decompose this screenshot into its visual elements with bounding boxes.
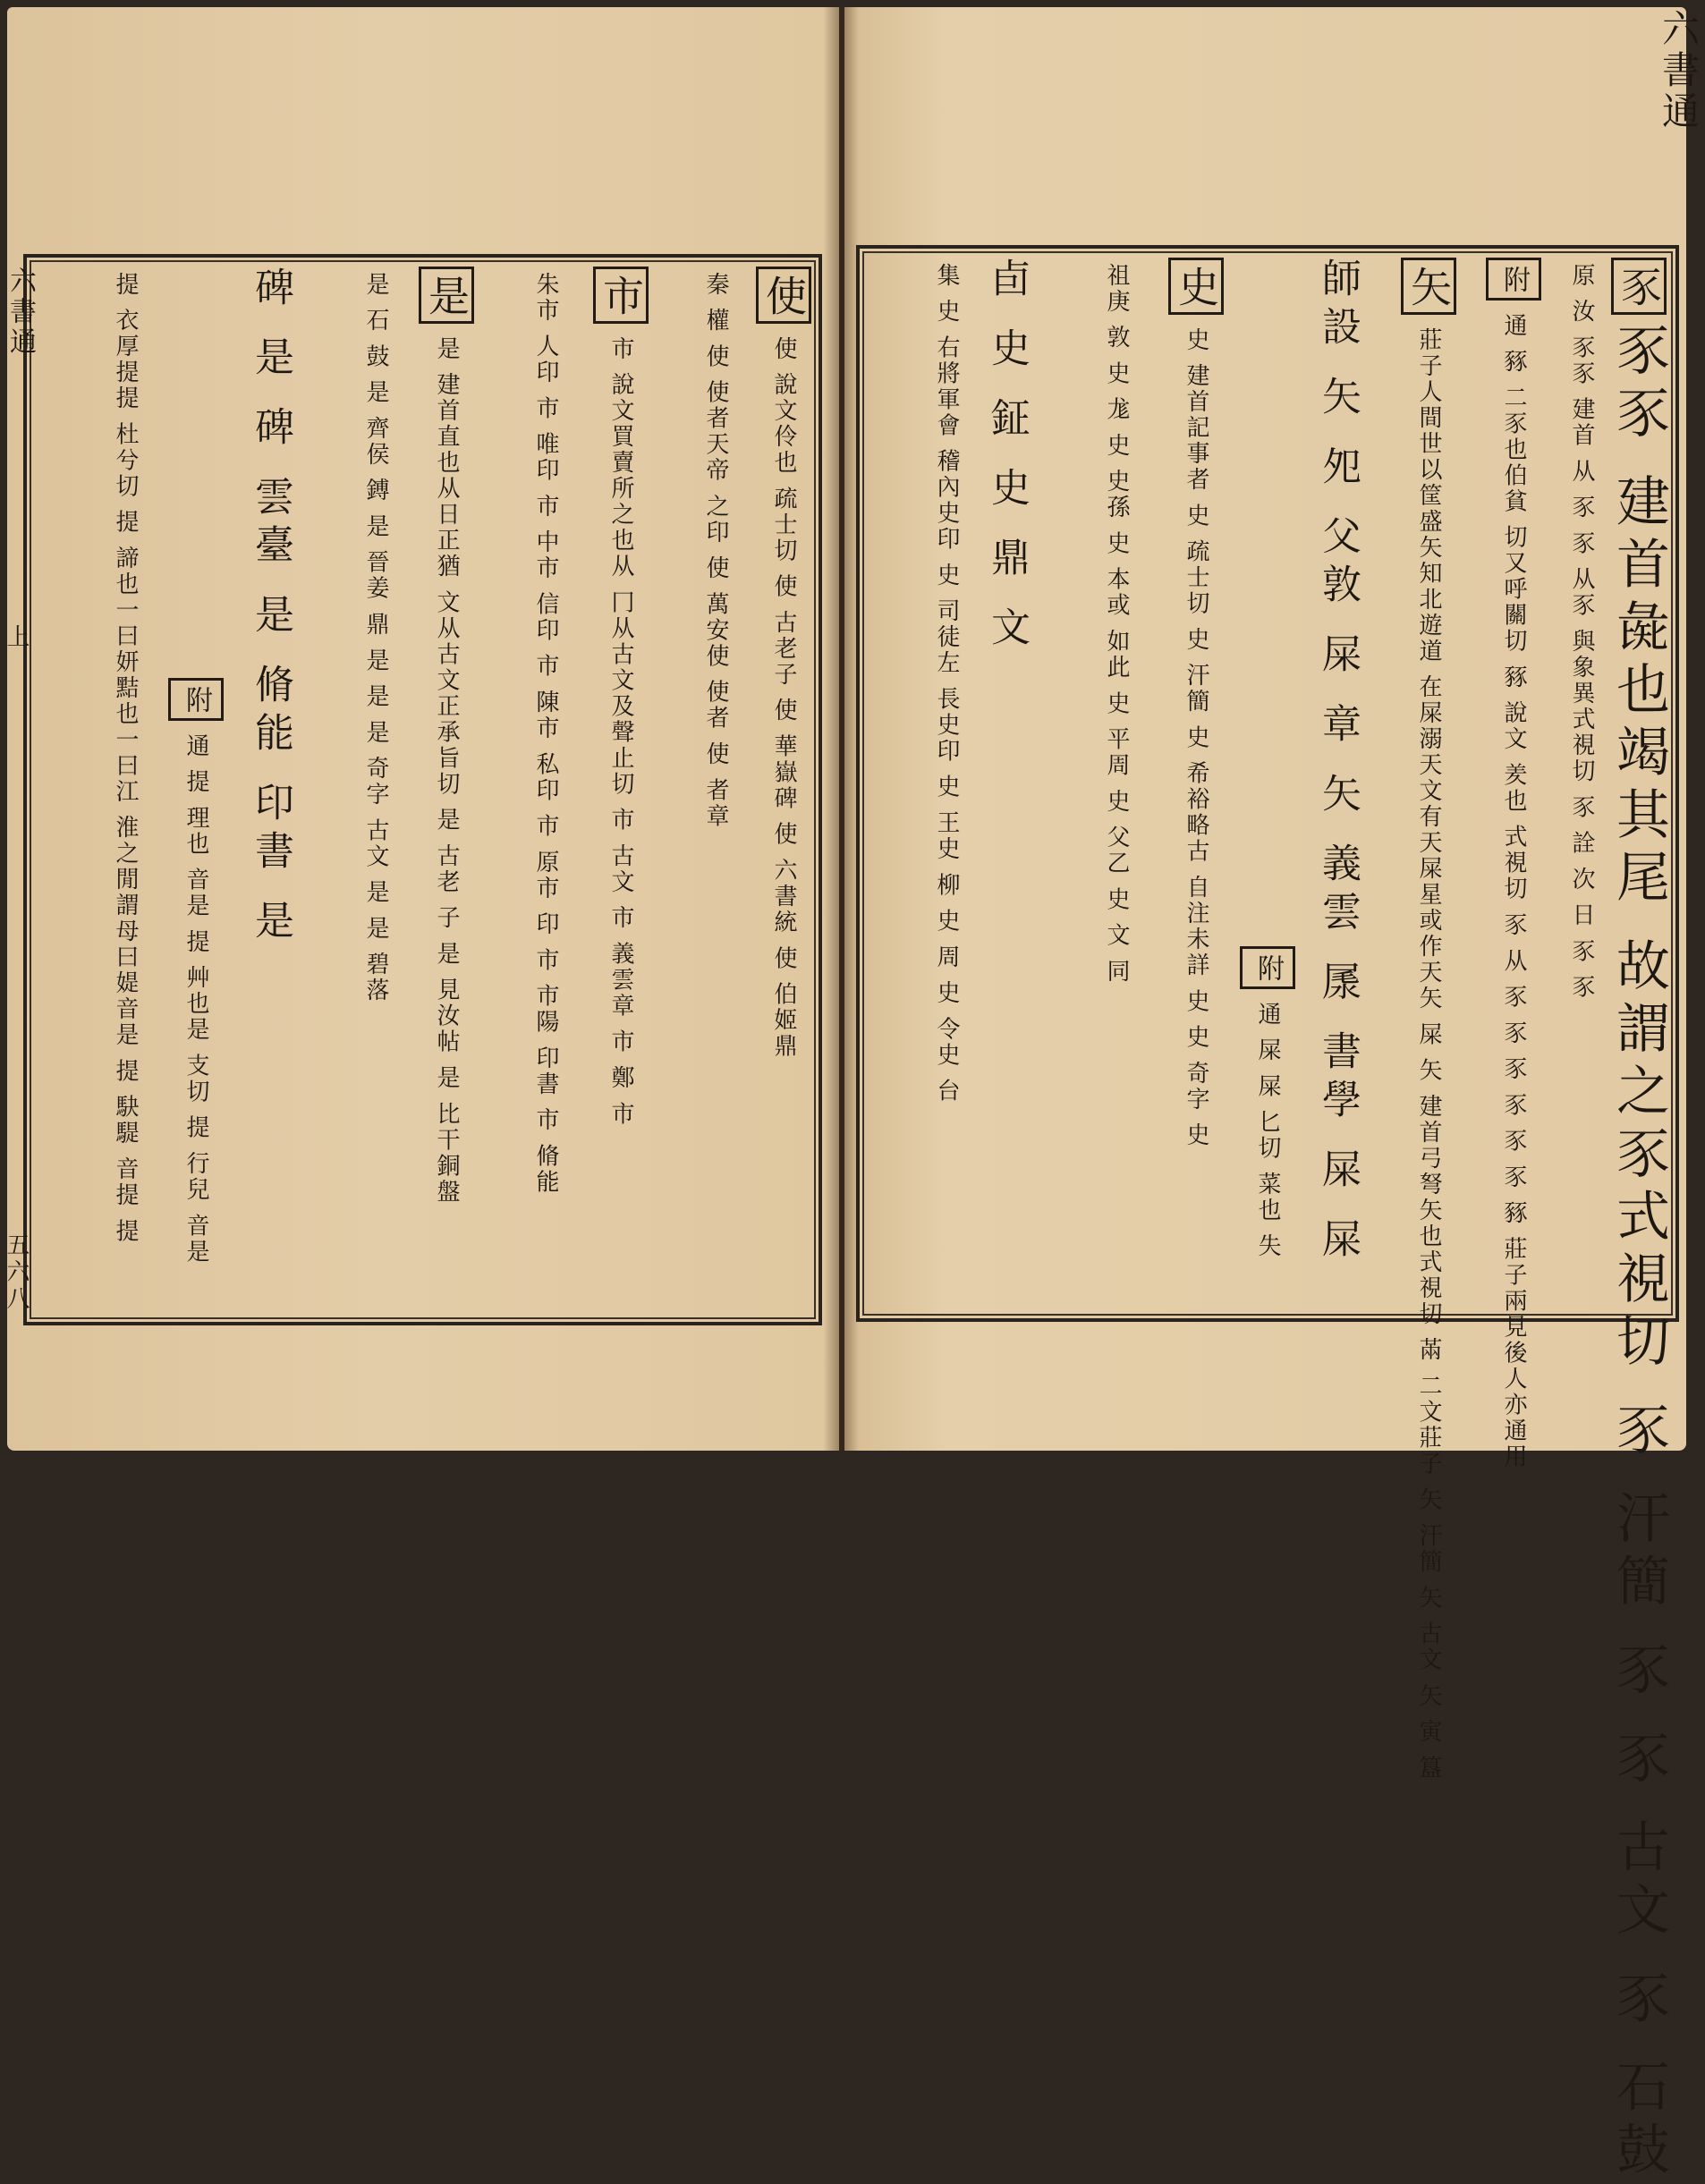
column-text: 莊子人間世以筐盛矢知北遊道 在屎溺天文有天屎星或作天矢 屎 矢 建首弓弩矢也式視切 㒼 二文莊子 矢 汗簡 矢 古文 矢 寅 簋 bbox=[1415, 327, 1442, 1782]
entry-heading: 是 bbox=[419, 267, 474, 324]
column-text: 秦 權 使 使者天帝 之印 使 萬安使 使者 使 者章 bbox=[702, 272, 729, 830]
right-column-5 bbox=[1308, 258, 1367, 1266]
right-text-frame bbox=[856, 245, 1679, 2184]
entry-heading: 使 bbox=[756, 267, 811, 324]
left-folio-number: 五六八 bbox=[3, 1232, 30, 1313]
entry-heading: 豕 bbox=[1611, 258, 1667, 315]
column-text: 是 建首直也从日正猶 文从古文正承旨切 是 古老 子 是 見汝帖 是 比干銅盤 bbox=[433, 336, 460, 1206]
column-text: 碑 是 碑 雲臺 是 脩能 印書 是 bbox=[248, 267, 293, 948]
left-column-5 bbox=[419, 267, 474, 1210]
entry-heading: 矢 bbox=[1401, 258, 1456, 315]
left-folio-volume: 上 bbox=[3, 624, 30, 651]
left-text-frame bbox=[3, 254, 822, 1325]
column-text: 通 豩 二豕也伯貧 切又呼關切 豩 說文 羑也 式視切 豕 从 豕 豕 豕 豕 豕 豕 豩 莊子兩見後人亦通用 bbox=[1500, 313, 1527, 1470]
column-text: 祖庚 敦 史 尨 史 史孫 史 本或 如此 史 平周 史 父乙 史 文 同 bbox=[1103, 263, 1130, 985]
right-column-3 bbox=[1486, 258, 1541, 1476]
right-column-10 bbox=[933, 258, 960, 1110]
left-column-9 bbox=[112, 267, 139, 1249]
left-column-1 bbox=[756, 267, 811, 1065]
column-text: 是 石 鼓 是 齊侯 鎛 是 晉姜 鼎 是 是 是 奇字 古文 是 是 碧落 bbox=[362, 272, 389, 1004]
column-text: 朱市 人印 市 唯印 市 中市 信印 市 陳市 私印 市 原市 印 市 市陽 印書 市 脩能 bbox=[532, 272, 559, 1196]
left-column-4 bbox=[532, 267, 559, 1201]
right-header-title: 六書通 bbox=[1657, 9, 1701, 132]
right-column-4 bbox=[1401, 258, 1456, 1786]
right-column-2 bbox=[1568, 258, 1595, 1006]
column-text: 使 說文伶也 疏士切 使 古老子 使 華嶽碑 使 六書統 使 伯姬鼎 bbox=[770, 336, 797, 1060]
column-text: 通 提 理也 音是 提 艸也是 支切 提 行兒 音是 bbox=[182, 733, 209, 1266]
left-column-8 bbox=[168, 678, 224, 1270]
column-text: 集 史 右將軍會 稽內史印 史 司徒左 長史印 史 王史 柳 史 周 史 令史 台 bbox=[933, 263, 960, 1105]
appendix-heading: 附 bbox=[1240, 946, 1295, 989]
left-column-3 bbox=[593, 267, 649, 1132]
column-text: 原 汝 豕豕 建首 从 豕 豕 从豕 與象異式視切 豕 詮 次 日 豕 豕 bbox=[1568, 263, 1595, 1001]
left-column-6 bbox=[362, 267, 389, 1009]
entry-heading: 市 bbox=[593, 267, 649, 324]
right-column-8 bbox=[1103, 258, 1130, 990]
entry-heading: 史 bbox=[1168, 258, 1224, 315]
left-folio-title: 六書通 bbox=[4, 267, 36, 358]
left-column-7 bbox=[241, 267, 300, 948]
appendix-heading: 附 bbox=[168, 678, 224, 721]
right-column-1 bbox=[1609, 258, 1668, 2184]
right-column-9 bbox=[977, 258, 1036, 655]
column-text: 豕豕 建首彘也竭其尾 故謂之豕式視切 豕 汗簡 豕 豕 古文 豕 石鼓 bbox=[1607, 322, 1670, 2184]
column-text: 提 衣厚提提 杜兮切 提 諦也一曰妍黠也一曰江 淮之閒謂母曰媞音是 提 駃騠 音提 提 bbox=[112, 272, 139, 1245]
right-column-6 bbox=[1240, 946, 1295, 1265]
column-text: 卣 史 鉦 史 鼎 文 bbox=[984, 258, 1030, 655]
appendix-heading: 附 bbox=[1486, 258, 1541, 301]
column-text: 通 屎 屎 匕切 菜也 失 bbox=[1254, 1002, 1281, 1260]
column-text: 師設 矢 夗 父敦 屎 章 矢 義雲 㞙 書學 屎 屎 bbox=[1315, 258, 1361, 1266]
column-text: 市 說文買賣所之也从 冂从古文及聲止切 市 古文 市 義雲章 市 鄭 市 bbox=[607, 336, 634, 1128]
left-column-2 bbox=[702, 267, 729, 834]
column-text: 史 建首記事者 史 疏士切 史 汗簡 史 希裕略古 自注未詳 史 史 奇字 史 bbox=[1183, 327, 1209, 1149]
right-column-7 bbox=[1168, 258, 1224, 1154]
